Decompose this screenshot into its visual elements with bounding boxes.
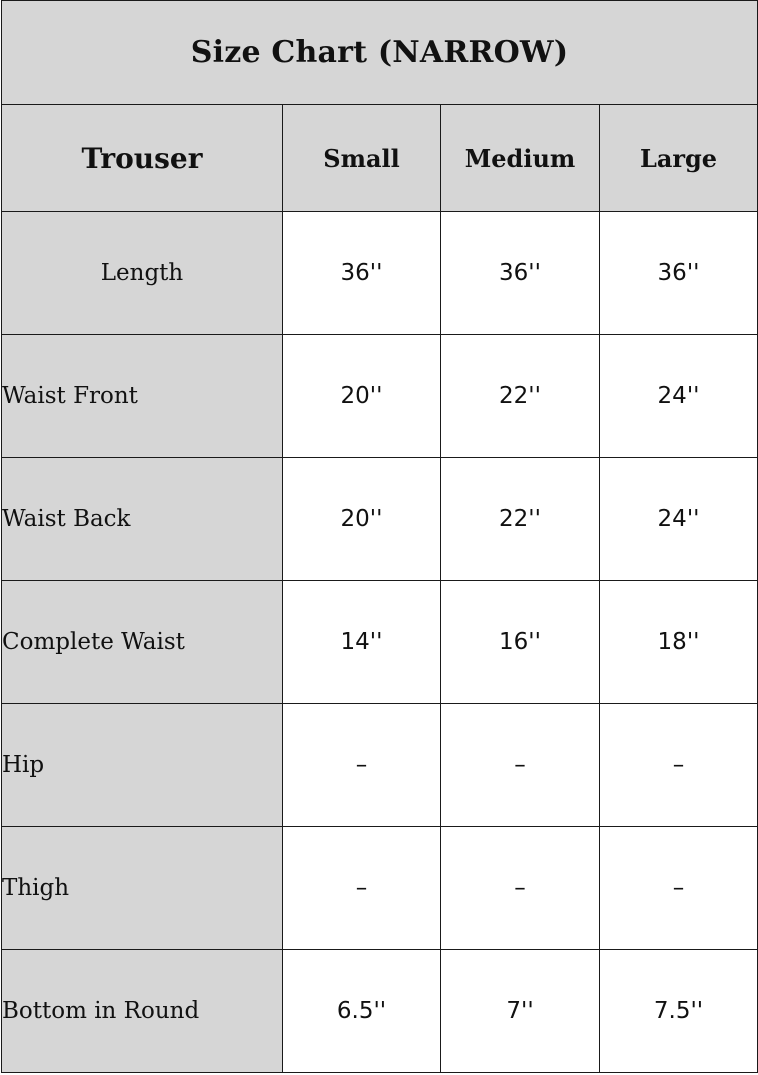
cell-bottom-in-round-large: 7.5'' — [600, 950, 758, 1073]
cell-waist-back-large: 24'' — [600, 458, 758, 581]
cell-bottom-in-round-medium: 7'' — [441, 950, 600, 1073]
table-row — [2, 212, 758, 335]
table-row — [2, 458, 758, 581]
cell-complete-waist-small: 14'' — [283, 581, 441, 704]
table-header-row — [2, 105, 758, 212]
cell-thigh-small: – — [283, 827, 441, 950]
row-label-bottom-in-round: Bottom in Round — [2, 950, 283, 1073]
cell-waist-front-small: 20'' — [283, 335, 441, 458]
table-row — [2, 335, 758, 458]
row-label-complete-waist: Complete Waist — [2, 581, 283, 704]
row-label-waist-back: Waist Back — [2, 458, 283, 581]
cell-complete-waist-large: 18'' — [600, 581, 758, 704]
table-row — [2, 827, 758, 950]
cell-hip-medium: – — [441, 704, 600, 827]
column-header-trouser: Trouser — [2, 105, 283, 212]
cell-length-small: 36'' — [283, 212, 441, 335]
cell-hip-large: – — [600, 704, 758, 827]
row-label-hip: Hip — [2, 704, 283, 827]
column-header-small: Small — [283, 105, 441, 212]
cell-waist-front-large: 24'' — [600, 335, 758, 458]
page-title: Size Chart (NARROW) — [2, 1, 758, 105]
table-row — [2, 704, 758, 827]
cell-waist-front-medium: 22'' — [441, 335, 600, 458]
row-label-waist-front: Waist Front — [2, 335, 283, 458]
title-row — [2, 1, 758, 105]
cell-complete-waist-medium: 16'' — [441, 581, 600, 704]
size-chart-table — [1, 0, 758, 1073]
column-header-medium: Medium — [441, 105, 600, 212]
row-label-thigh: Thigh — [2, 827, 283, 950]
table-row — [2, 950, 758, 1073]
cell-waist-back-small: 20'' — [283, 458, 441, 581]
cell-thigh-medium: – — [441, 827, 600, 950]
row-label-length: Length — [2, 212, 283, 335]
cell-hip-small: – — [283, 704, 441, 827]
cell-length-medium: 36'' — [441, 212, 600, 335]
cell-bottom-in-round-small: 6.5'' — [283, 950, 441, 1073]
cell-length-large: 36'' — [600, 212, 758, 335]
cell-waist-back-medium: 22'' — [441, 458, 600, 581]
cell-thigh-large: – — [600, 827, 758, 950]
table-row — [2, 581, 758, 704]
column-header-large: Large — [600, 105, 758, 212]
